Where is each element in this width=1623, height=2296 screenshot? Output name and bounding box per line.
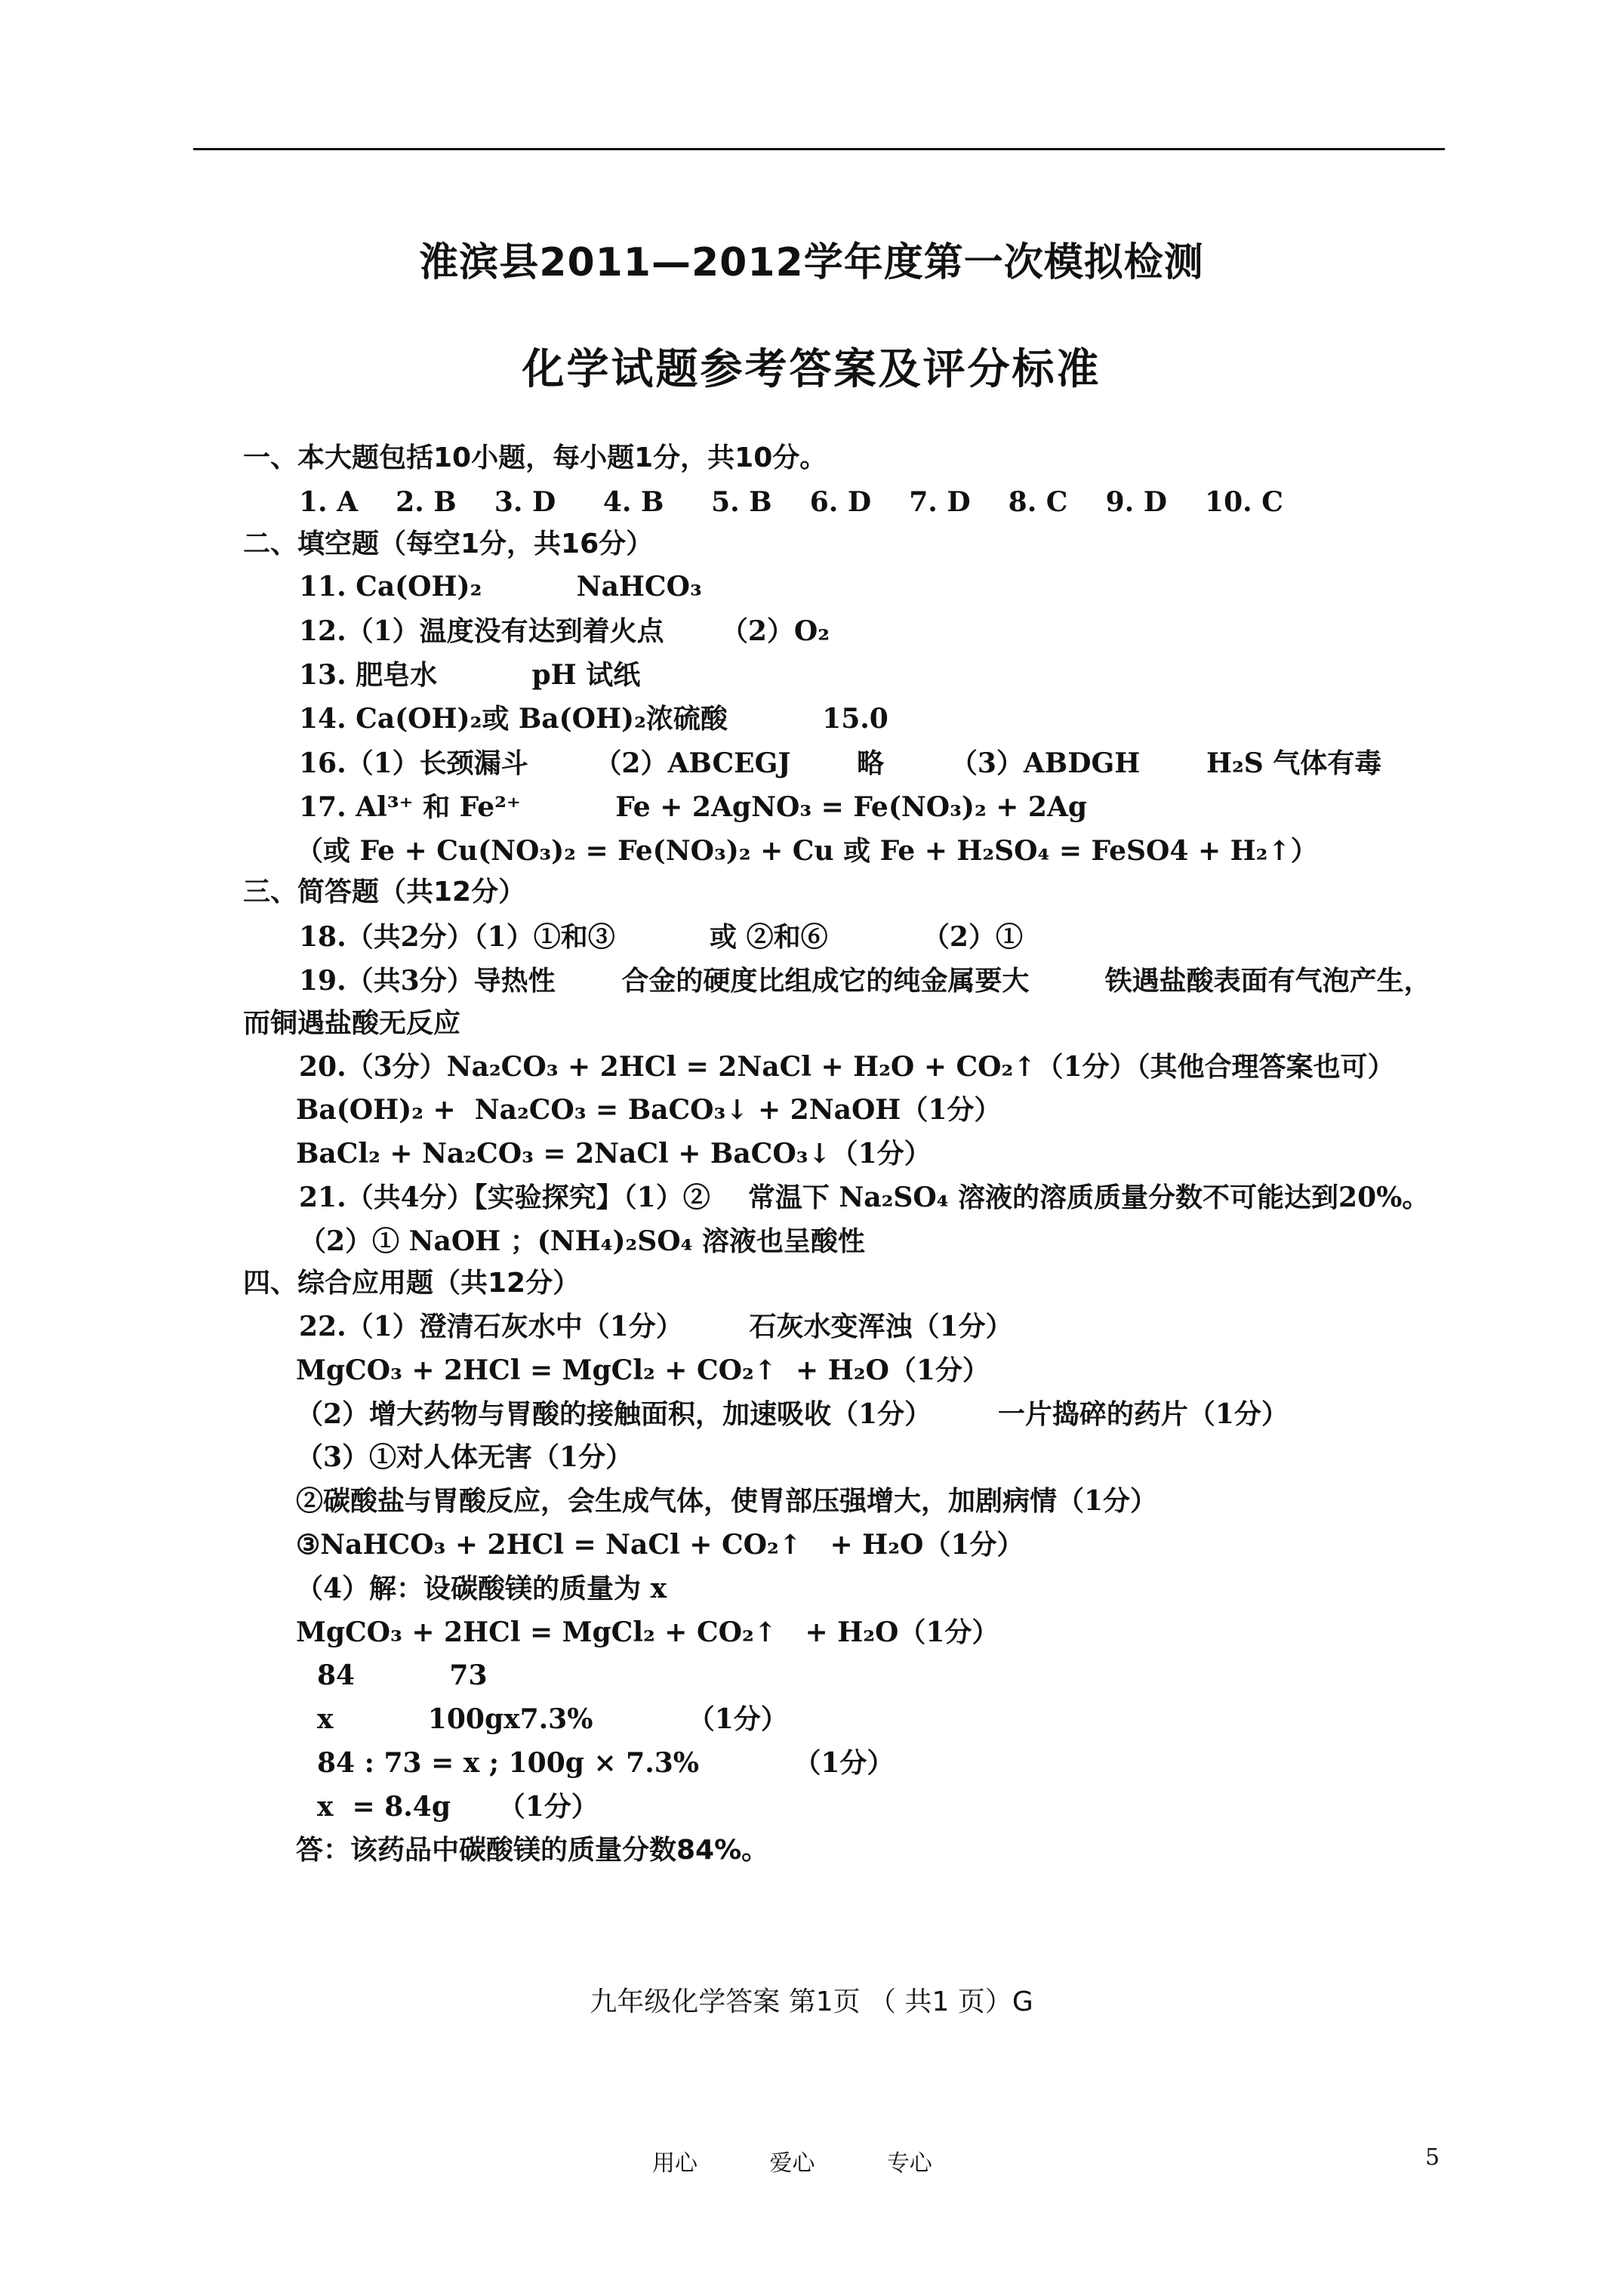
answer-line: 一、本大题包括10小题，每小题1分，共10分。 [243, 442, 827, 473]
answer-line: 21.（共4分）【实验探究】（1）② 常温下 Na₂SO₄ 溶液的溶质质量分数不可能达到20%。 [299, 1182, 1430, 1213]
top-rule [193, 148, 1445, 150]
answer-line: 84 : 73 = x ; 100g × 7.3% （1分） [317, 1747, 895, 1779]
answer-line: 18.（共2分）（1）①和③ 或 ②和⑥ （2）① [299, 921, 1023, 953]
answer-line: 11. Ca(OH)₂ NaHCO₃ [299, 571, 702, 603]
answer-line: 14. Ca(OH)₂或 Ba(OH)₂浓硫酸 15.0 [299, 703, 888, 735]
answer-line: 22.（1）澄清石灰水中（1分） 石灰水变浑浊（1分） [299, 1311, 1013, 1342]
answer-line: x 100gx7.3% （1分） [317, 1703, 788, 1735]
answer-line: MgCO₃ + 2HCl = MgCl₂ + CO₂↑ + H₂O（1分） [296, 1616, 999, 1648]
answer-line: ③NaHCO₃ + 2HCl = NaCl + CO₂↑ + H₂O（1分） [296, 1529, 1024, 1561]
answer-line: 19.（共3分）导热性 合金的硬度比组成它的纯金属要大 铁遇盐酸表面有气泡产生， [299, 965, 1431, 997]
answer-line: 17. Al³⁺ 和 Fe²⁺ Fe + 2AgNO₃ = Fe(NO₃)₂ + 2Ag [299, 791, 1088, 823]
answer-line: 16.（1）长颈漏斗 （2）ABCEGJ 略 （3）ABDGH H₂S 气体有毒 [299, 747, 1382, 779]
answer-line: x = 8.4g （1分） [317, 1791, 599, 1823]
page-info: 九年级化学答案 第1页 （ 共1 页）G [590, 1986, 1033, 2017]
answer-line: ②碳酸盐与胃酸反应，会生成气体，使胃部压强增大，加剧病情（1分） [296, 1485, 1158, 1517]
page-number: 5 [1425, 2144, 1440, 2171]
answer-line: BaCl₂ + Na₂CO₃ = 2NaCl + BaCO₃↓（1分） [296, 1138, 932, 1170]
page-title: 淮滨县2011—2012学年度第一次模拟检测 [419, 240, 1204, 285]
answer-line: 二、填空题（每空1分，共16分） [243, 529, 654, 559]
answer-line: 答：该药品中碳酸镁的质量分数84%。 [296, 1835, 769, 1866]
answer-line: （2）增大药物与胃酸的接触面积，加速吸收（1分） 一片捣碎的药片（1分） [296, 1398, 1289, 1430]
answer-line: MgCO₃ + 2HCl = MgCl₂ + CO₂↑ + H₂O（1分） [296, 1354, 990, 1386]
answer-line: （3）①对人体无害（1分） [296, 1441, 633, 1473]
answer-line: 12.（1）温度没有达到着火点 （2）O₂ [299, 615, 830, 647]
answer-line: 四、综合应用题（共12分） [243, 1268, 581, 1299]
answer-line: 20.（3分）Na₂CO₃ + 2HCl = 2NaCl + H₂O + CO₂↑（1分）（其他合理答案也可） [299, 1051, 1395, 1083]
answer-line: 13. 肥皂水 pH 试纸 [299, 659, 641, 691]
answer-line: 而铜遇盐酸无反应 [243, 1007, 461, 1039]
answer-line: （或 Fe + Cu(NO₃)₂ = Fe(NO₃)₂ + Cu 或 Fe + H₂SO₄ = FeSO4 + H₂↑） [296, 835, 1318, 867]
answer-line: （4）解：设碳酸镁的质量为 x [296, 1573, 667, 1604]
answer-line: 1. A 2. B 3. D 4. B 5. B 6. D 7. D 8. C 9. D 10. C [299, 486, 1283, 518]
footer-motto: 用心 爱心 专心 [652, 2150, 932, 2177]
answer-line: （2）① NaOH ；(NH₄)₂SO₄ 溶液也呈酸性 [299, 1225, 865, 1257]
answer-line: 三、简答题（共12分） [243, 877, 526, 908]
page-subtitle: 化学试题参考答案及评分标准 [522, 345, 1101, 394]
answer-line: Ba(OH)₂ + Na₂CO₃ = BaCO₃↓ + 2NaOH（1分） [296, 1094, 1002, 1126]
answer-line: 84 73 [317, 1660, 488, 1691]
